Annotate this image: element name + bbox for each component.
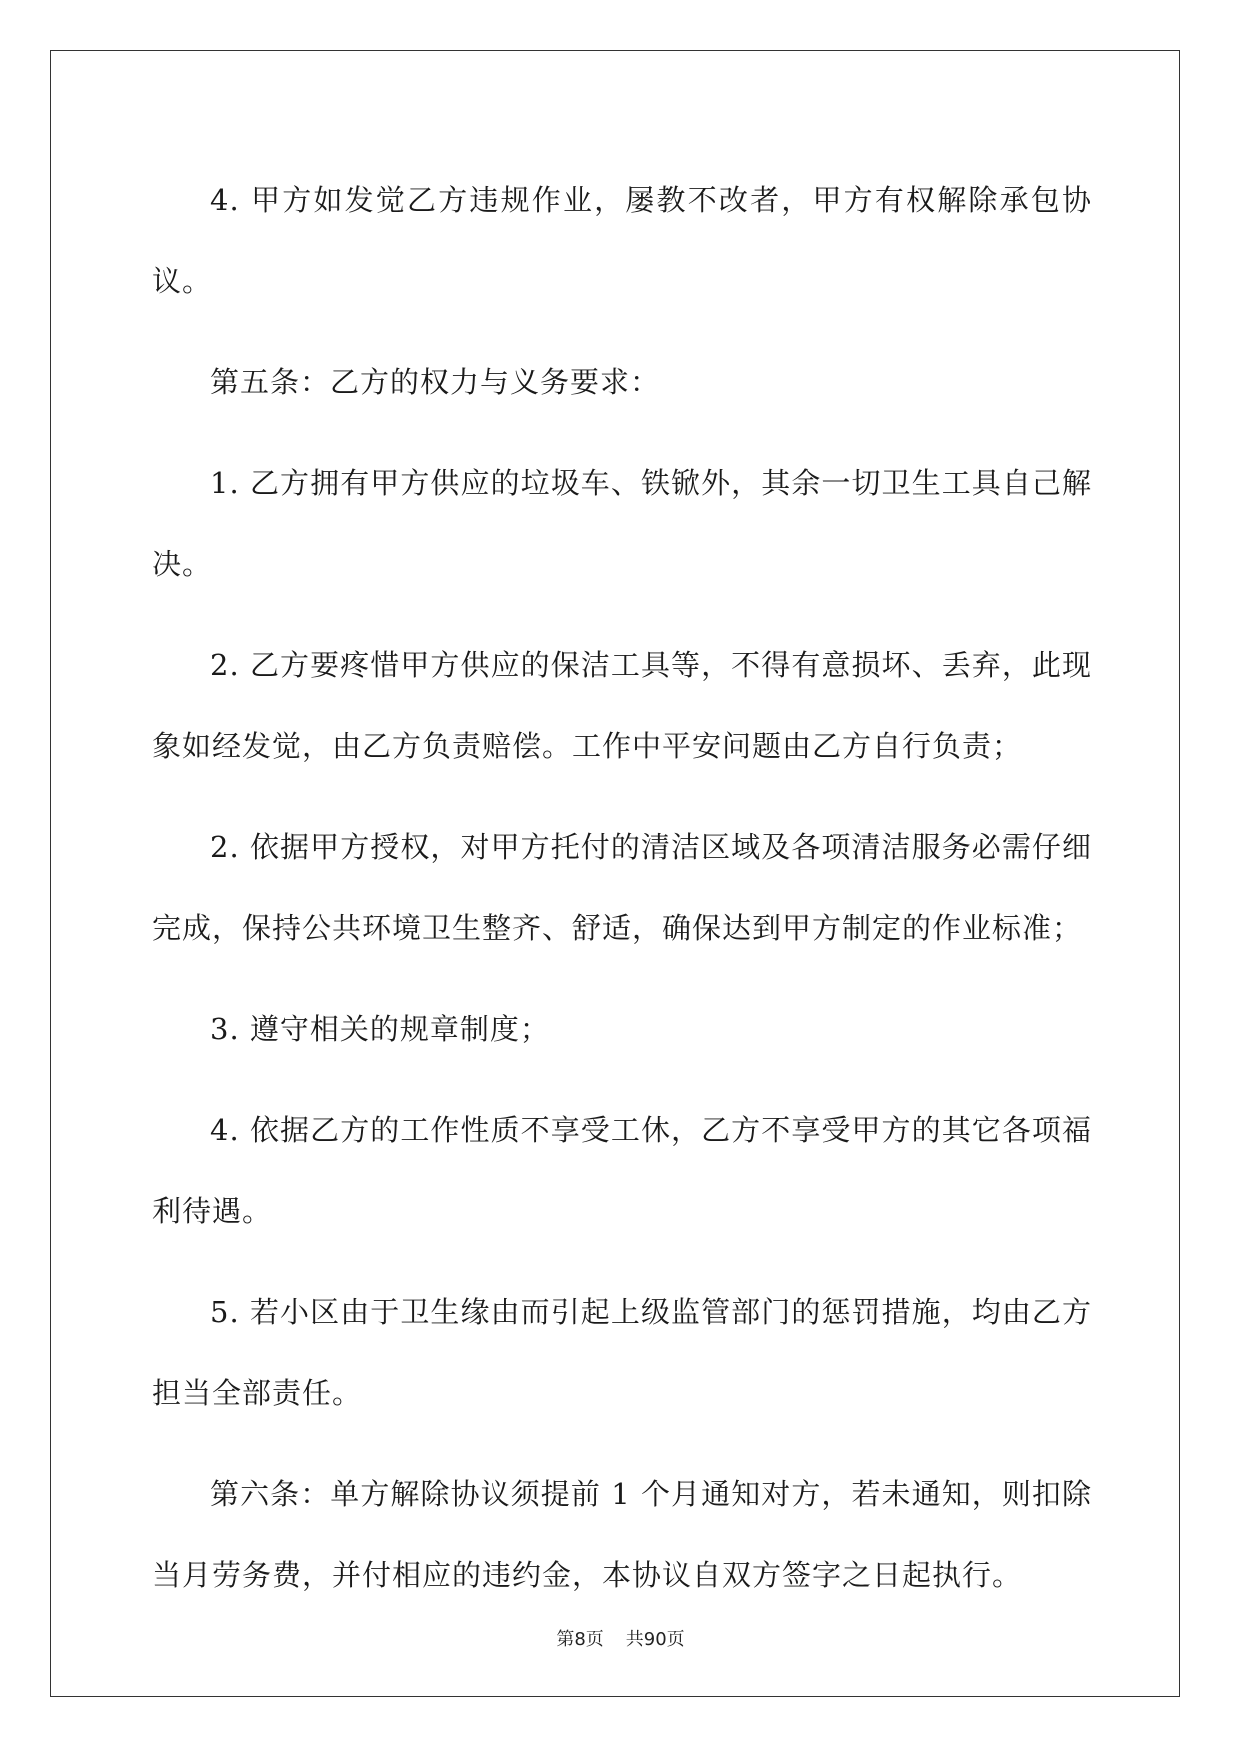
paragraph-item-4: 4. 依据乙方的工作性质不享受工休，乙方不享受甲方的其它各项福利待遇。 [152,1113,1092,1228]
page-footer [0,1625,1241,1651]
paragraph-item-5: 5. 若小区由于卫生缘由而引起上级监管部门的惩罚措施，均由乙方担当全部责任。 [152,1295,1092,1410]
total-page-count: 90 [643,1629,667,1650]
paragraph-article-6: 第六条：单方解除协议须提前 1 个月通知对方，若未通知，则扣除当月劳务费，并付相应的违约金，本协议自双方签字之日起执行。 [152,1477,1092,1592]
paragraph-item-3: 3. 遵守相关的规章制度； [210,1012,550,1046]
paragraph-item-1: 1. 乙方拥有甲方供应的垃圾车、铁锨外，其余一切卫生工具自己解决。 [152,466,1092,581]
total-suffix: 页 [666,1629,685,1650]
paragraph-clause-4: 4. 甲方如发觉乙方违规作业，屡教不改者，甲方有权解除承包协议。 [152,183,1092,298]
page-prefix: 第 [556,1629,575,1650]
total-prefix: 共 [625,1629,644,1650]
paragraph-item-2a: 2. 乙方要疼惜甲方供应的保洁工具等，不得有意损坏、丢弃，此现象如经发觉，由乙方负责赔偿。工作中平安问题由乙方自行负责； [152,648,1092,763]
current-page-number: 8 [574,1629,586,1650]
paragraph-article-5-heading: 第五条：乙方的权力与义务要求： [210,365,661,399]
document-body [152,160,1092,1636]
page-suffix: 页 [585,1629,604,1650]
paragraph-item-2b: 2. 依据甲方授权，对甲方托付的清洁区域及各项清洁服务必需仔细完成，保持公共环境卫生整齐、舒适，确保达到甲方制定的作业标准； [152,830,1092,945]
